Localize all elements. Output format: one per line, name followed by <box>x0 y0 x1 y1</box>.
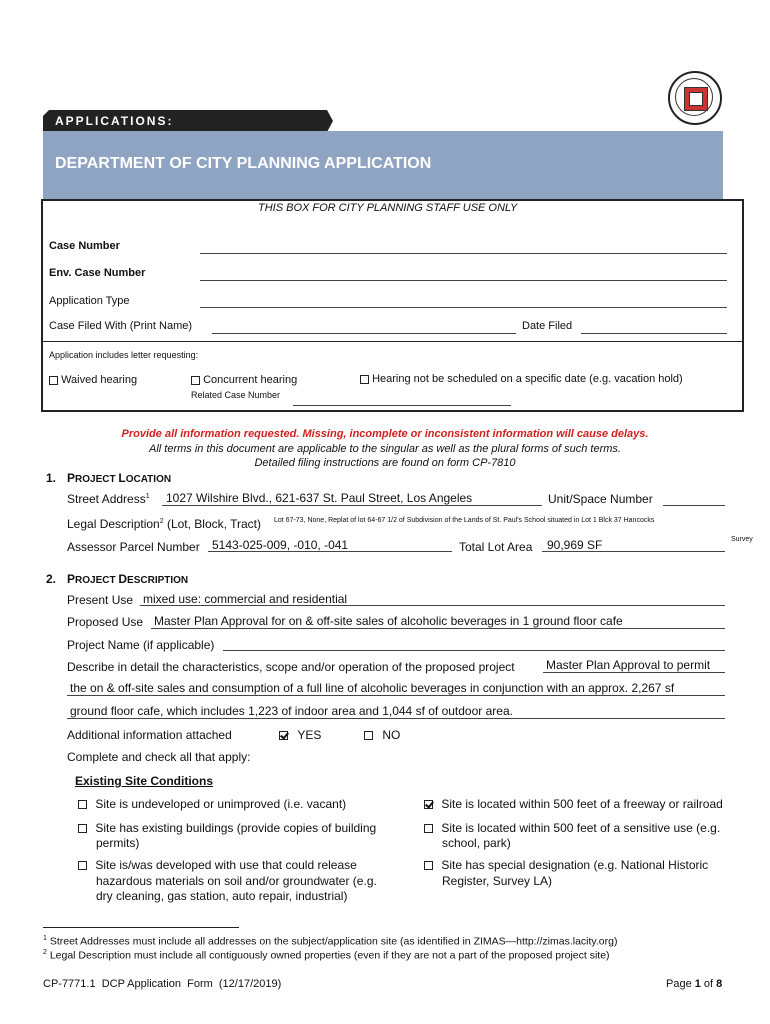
footnote-1 <box>43 935 617 948</box>
unit-space-label: Unit/Space Number <box>548 492 653 506</box>
apn-value: 5143-025-009, -010, -041 <box>212 538 349 552</box>
footnote-rule <box>43 927 239 928</box>
page-prefix: Page <box>666 978 695 990</box>
date-filed-label: Date Filed <box>522 320 573 332</box>
legal-description-label-tail: (Lot, Block, Tract) <box>163 517 261 531</box>
instructions-notice: Detailed filing instructions are found on form CP-7810 <box>254 457 516 469</box>
condition-hazard <box>78 858 357 872</box>
buildings-label: Site has existing buildings (provide copies of building <box>95 821 377 835</box>
title-bar <box>43 131 723 201</box>
section-2-title-p: P <box>67 572 76 586</box>
section-2-title <box>67 572 188 586</box>
section-2-title-roject: ROJECT <box>75 575 116 586</box>
describe-value-2: the on & off-site sales and consumption of a full line of alcoholic beverages in conjunction with an approx. 2,267 sf <box>70 681 675 695</box>
lot-area-label: Total Lot Area <box>459 540 533 554</box>
page-current: 1 <box>694 978 701 990</box>
section-2-title-d: D <box>118 572 128 586</box>
related-case-number-label: Related Case Number <box>191 390 281 400</box>
hearing-not-scheduled-option <box>360 373 683 385</box>
describe-field-1[interactable] <box>543 672 725 673</box>
footnote-1-text: Street Addresses must include all addresses on the subject/application site (as identified in ZIMAS—http://zimas.lacity.org) <box>49 935 618 948</box>
additional-yes-label: YES <box>297 728 322 742</box>
freeway-checkbox[interactable] <box>424 800 433 809</box>
application-type-field[interactable] <box>200 307 727 308</box>
legal-description-value-cont: Survey <box>731 536 753 543</box>
existing-site-conditions-heading: Existing Site Conditions <box>75 774 214 788</box>
proposed-use-field[interactable] <box>151 628 725 629</box>
case-number-label: Case Number <box>49 240 120 252</box>
concurrent-hearing-checkbox[interactable] <box>191 376 200 385</box>
proposed-use-value: Master Plan Approval for on & off-site sales of alcoholic beverages in 1 ground floor cafe <box>154 614 623 628</box>
project-name-field[interactable] <box>223 650 725 651</box>
footnote-2-mark: 2 <box>43 949 47 956</box>
additional-yes-checkbox[interactable] <box>279 731 288 740</box>
city-seal-logo <box>668 71 722 125</box>
section-2-title-escription: ESCRIPTION <box>127 575 189 586</box>
hazard-checkbox[interactable] <box>78 861 87 870</box>
form-id: CP-7771.1 DCP Application Form (12/17/2019) <box>43 978 282 990</box>
buildings-checkbox[interactable] <box>78 824 87 833</box>
hearing-not-scheduled-label: Hearing not be scheduled on a specific date (e.g. vacation hold) <box>372 373 683 385</box>
env-case-number-label: Env. Case Number <box>49 267 146 279</box>
related-case-number-field[interactable] <box>293 405 511 406</box>
section-1-title-roject: ROJECT <box>75 474 116 485</box>
sensitive-checkbox[interactable] <box>424 824 433 833</box>
page-of: of <box>700 978 717 990</box>
seal-center <box>689 92 703 106</box>
case-filed-with-label: Case Filed With (Print Name) <box>49 320 193 332</box>
condition-sensitive <box>424 821 720 835</box>
legal-description-footnote-mark: 2 <box>159 518 164 525</box>
describe-value-1: Master Plan Approval to permit <box>546 658 711 672</box>
describe-label: Describe in detail the characteristics, scope and/or operation of the proposed project <box>67 660 515 674</box>
warning-notice: Provide all information requested. Missing, incomplete or inconsistent information will cause delays. <box>121 428 649 440</box>
present-use-value: mixed use: commercial and residential <box>143 592 348 606</box>
apn-label: Assessor Parcel Number <box>67 540 200 554</box>
street-address-footnote-mark: 1 <box>145 493 150 500</box>
section-2-number: 2. <box>46 572 57 586</box>
terms-notice: All terms in this document are applicable to the singular as well as the plural forms of such terms. <box>149 443 621 455</box>
condition-special <box>424 858 708 872</box>
section-1-title-p: P <box>67 471 76 485</box>
hazard-label: Site is/was developed with use that could release <box>95 858 357 872</box>
additional-no-option <box>364 728 400 742</box>
sensitive-label-cont: school, park) <box>442 836 511 850</box>
env-case-number-field[interactable] <box>200 280 727 281</box>
footnote-2 <box>43 949 610 962</box>
page-total: 8 <box>716 978 723 990</box>
hazard-label-cont-2: dry cleaning, gas station, auto repair, industrial) <box>96 889 348 903</box>
street-address-label <box>67 492 150 506</box>
lot-area-value: 90,969 SF <box>547 538 603 552</box>
condition-buildings <box>78 821 376 835</box>
sensitive-label: Site is located within 500 feet of a sensitive use (e.g. <box>441 821 721 835</box>
waived-hearing-checkbox[interactable] <box>49 376 58 385</box>
page-number <box>666 978 722 990</box>
legal-description-label-text: Legal Description <box>67 517 160 531</box>
application-type-label: Application Type <box>49 295 130 307</box>
banner-label: APPLICATIONS: <box>55 114 174 128</box>
legal-description-value: Lot 67-73, None, Replat of lot 64-67 1/2 of Subdivision of the Lands of St. Paul's School situated in Lot 1 Blck 37 Hancocks <box>274 517 655 524</box>
footnote-2-text: Legal Description must include all contiguously owned properties (even if they are not a part of the proposed project site) <box>49 949 610 962</box>
special-label: Site has special designation (e.g. National Historic <box>441 858 709 872</box>
buildings-label-cont: permits) <box>96 836 140 850</box>
staff-box-divider <box>43 341 742 342</box>
section-1-number: 1. <box>46 471 57 485</box>
describe-value-3: ground floor cafe, which includes 1,223 of indoor area and 1,044 sf of outdoor area. <box>70 704 513 718</box>
undeveloped-label: Site is undeveloped or unimproved (i.e. vacant) <box>95 797 347 811</box>
additional-info-label: Additional information attached <box>67 728 232 742</box>
freeway-label: Site is located within 500 feet of a freeway or railroad <box>441 797 723 811</box>
footnote-1-mark: 1 <box>43 935 47 942</box>
present-use-label: Present Use <box>67 593 134 607</box>
proposed-use-label: Proposed Use <box>67 615 144 629</box>
hearing-not-scheduled-checkbox[interactable] <box>360 375 369 384</box>
legal-description-label <box>67 517 261 531</box>
waived-hearing-option <box>49 374 137 386</box>
special-checkbox[interactable] <box>424 861 433 870</box>
check-all-instruction: Complete and check all that apply: <box>67 750 251 764</box>
street-address-value: 1027 Wilshire Blvd., 621-637 St. Paul Street, Los Angeles <box>166 491 473 505</box>
section-1-title <box>67 471 171 485</box>
case-number-field[interactable] <box>200 253 727 254</box>
case-filed-with-field[interactable] <box>212 333 516 334</box>
condition-freeway <box>424 797 723 811</box>
additional-yes-option <box>279 728 321 742</box>
applications-banner <box>43 110 333 132</box>
street-address-label-text: Street Address <box>67 492 146 506</box>
describe-field-3[interactable] <box>67 718 725 719</box>
special-label-cont: Register, Survey LA) <box>442 874 553 888</box>
project-name-label: Project Name (if applicable) <box>67 638 215 652</box>
describe-field-2[interactable] <box>67 695 725 696</box>
undeveloped-checkbox[interactable] <box>78 800 87 809</box>
hazard-label-cont-1: hazardous materials on soil and/or groundwater (e.g. <box>96 874 377 888</box>
condition-undeveloped <box>78 797 346 811</box>
date-filed-field[interactable] <box>581 333 727 334</box>
section-1-title-l: L <box>118 471 126 485</box>
waived-hearing-label: Waived hearing <box>61 374 138 386</box>
section-1-title-ocation: OCATION <box>125 474 172 485</box>
concurrent-hearing-label: Concurrent hearing <box>203 374 298 386</box>
street-address-field[interactable] <box>162 505 542 506</box>
additional-no-label: NO <box>382 728 401 742</box>
page-title: DEPARTMENT OF CITY PLANNING APPLICATION <box>55 155 432 172</box>
additional-no-checkbox[interactable] <box>364 731 373 740</box>
letter-requesting-label: Application includes letter requesting: <box>49 350 199 360</box>
unit-space-field[interactable] <box>663 505 725 506</box>
concurrent-hearing-option <box>191 374 297 386</box>
staff-box-header: THIS BOX FOR CITY PLANNING STAFF USE ONLY <box>258 202 518 214</box>
